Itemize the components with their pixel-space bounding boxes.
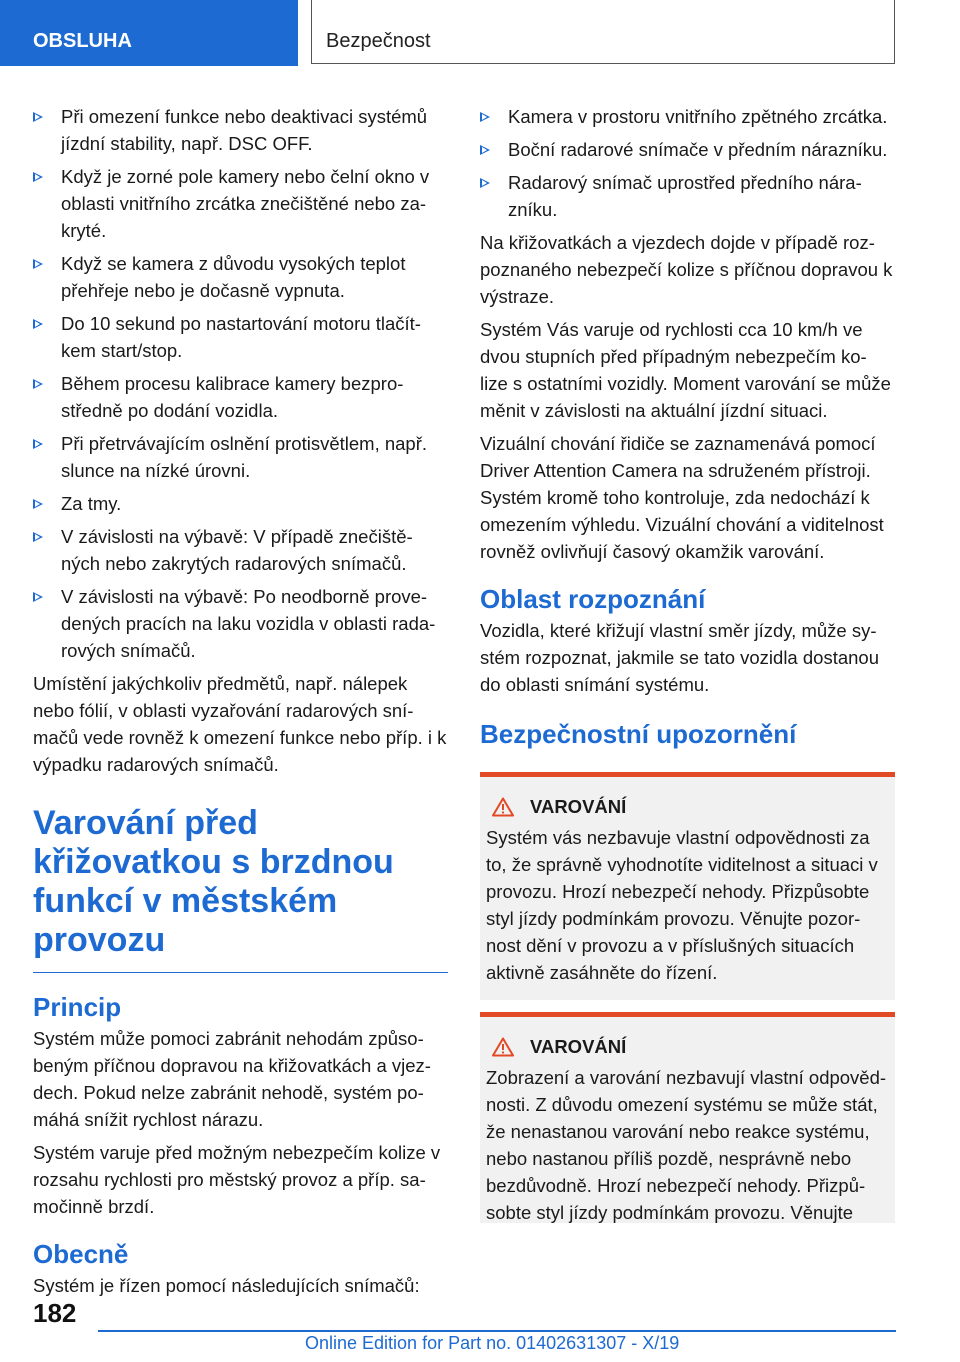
- triangle-bullet-icon: [33, 112, 43, 122]
- sensors-list: [480, 103, 895, 223]
- list-item: V závislosti na výbavě: V případě znečiště‐ ných nebo zakrytých radarových snímačů.: [33, 523, 448, 577]
- paragraph: Vizuální chování řidiče se zaznamenává pomocí Driver Attention Camera na sdruženém přístroji. Systém kromě toho kontroluje, zda nedochází k omezením výhledu. Vizuální chování a viditelnost rovněž ovlivňují časový okamžik varování.: [480, 433, 884, 562]
- section-heading: Princip: [33, 992, 122, 1022]
- warning-text: Zobrazení a varování nezbavují vlastní odpověd‐ nosti. Z důvodu omezení systému se může stát, že nenastanou varování nebo reakce systému, nebo nastanou příliš pozdě, nesprávně nebo bezdůvodně. Hrozí nebezpečí nehody. Přizpů‐ sobte styl jízdy podmínkám provozu. Věnujte: [486, 1067, 887, 1223]
- list-item: Během procesu kalibrace kamery bezpro‐ středně po dodání vozidla.: [33, 370, 448, 424]
- paragraph: Systém může pomoci zabránit nehodám způso‐ beným příčnou dopravou na křižovatkách a vjez‐ dech. Pokud nelze zabránit nehodě, systém po‐ máhá snížit rychlost nárazu.: [33, 1028, 431, 1130]
- list-item: Kamera v prostoru vnitřního zpětného zrcátka.: [480, 103, 895, 130]
- list-item: Boční radarové snímače v předním nárazníku.: [480, 136, 895, 163]
- footer-edition: Online Edition for Part no. 01402631307 - X/19: [305, 1333, 680, 1353]
- paragraph: Umístění jakýchkoliv předmětů, např. nálepek nebo fólií, v oblasti vyzařování radarových sní‐ mačů vede rovněž k omezení funkce nebo příp. i k výpadku radarových snímačů.: [33, 673, 447, 775]
- warning-box: [480, 1012, 895, 1223]
- triangle-bullet-icon: [480, 178, 490, 188]
- paragraph: Na křižovatkách a vjezdech dojde v případě roz‐ poznaného nebezpečí kolize s příčnou dopravou k výstraze.: [480, 232, 893, 307]
- paragraph: Systém varuje před možným nebezpečím kolize v rozsahu rychlosti pro městský provoz a příp. sa‐ močinně brzdí.: [33, 1142, 441, 1217]
- triangle-bullet-icon: [480, 145, 490, 155]
- section-heading: Obecně: [33, 1239, 129, 1269]
- warning-triangle-icon: [492, 1037, 514, 1057]
- warning-title: VAROVÁNÍ: [486, 793, 889, 820]
- triangle-bullet-icon: [33, 379, 43, 389]
- footer-divider: [98, 1330, 896, 1332]
- triangle-bullet-icon: [33, 532, 43, 542]
- list-item: Při omezení funkce nebo deaktivaci systémů jízdní stability, např. DSC OFF.: [33, 103, 448, 157]
- paragraph: Systém je řízen pomocí následujících snímačů:: [33, 1275, 420, 1296]
- list-item: Radarový snímač uprostřed předního nára‐ zníku.: [480, 169, 895, 223]
- subsection-title: Bezpečnost: [311, 0, 895, 64]
- list-item: Do 10 sekund po nastartování motoru tlačít‐ kem start/stop.: [33, 310, 448, 364]
- warning-title: VAROVÁNÍ: [486, 1033, 889, 1060]
- list-item: Když se kamera z důvodu vysokých teplot přehřeje nebo je dočasně vypnuta.: [33, 250, 448, 304]
- list-item: Za tmy.: [33, 490, 448, 517]
- limitations-list: [33, 103, 448, 664]
- section-tab: OBSLUHA: [0, 0, 298, 66]
- triangle-bullet-icon: [33, 592, 43, 602]
- warning-triangle-icon: [492, 797, 514, 817]
- triangle-bullet-icon: [33, 499, 43, 509]
- triangle-bullet-icon: [480, 112, 490, 122]
- section-heading: Oblast rozpoznání: [480, 584, 706, 614]
- triangle-bullet-icon: [33, 439, 43, 449]
- page-number: 182: [33, 1298, 77, 1328]
- section-heading: Bezpečnostní upozornění: [480, 719, 797, 749]
- warning-text: Systém vás nezbavuje vlastní odpovědnosti za to, že správně vyhodnotíte viditelnost a situaci v provozu. Hrozí nebezpečí nehody. Přizpůsobte styl jízdy podmínkám provozu. Věnujte pozor‐ nost dění v provozu a v příslušných situacích aktivně zasáhněte do řízení.: [486, 827, 878, 983]
- paragraph: Vozidla, které křižují vlastní směr jízdy, může sy‐ stém rozpoznat, jakmile se tato vozidla dostanou do oblasti snímání systému.: [480, 620, 879, 695]
- right-column: [480, 103, 895, 1223]
- list-item: Když je zorné pole kamery nebo čelní okno v oblasti vnitřního zrcátka znečištěné nebo za‐ kryté.: [33, 163, 448, 244]
- triangle-bullet-icon: [33, 259, 43, 269]
- warning-box: [480, 772, 895, 1000]
- chapter-heading: Varování před křižovatkou s brzdnou funkcí v městském provozu: [33, 804, 448, 973]
- list-item: Při přetrvávajícím oslnění protisvětlem, např. slunce na nízké úrovni.: [33, 430, 448, 484]
- left-column: [33, 103, 448, 1305]
- triangle-bullet-icon: [33, 319, 43, 329]
- triangle-bullet-icon: [33, 172, 43, 182]
- list-item: V závislosti na výbavě: Po neodborně prove‐ dených pracích na laku vozidla v oblasti rada‐ rových snímačů.: [33, 583, 448, 664]
- paragraph: Systém Vás varuje od rychlosti cca 10 km/h ve dvou stupních před případným nebezpečím ko‐ lize s ostatními vozidly. Moment varování se může měnit v závislosti na aktuální jízdní situaci.: [480, 319, 891, 421]
